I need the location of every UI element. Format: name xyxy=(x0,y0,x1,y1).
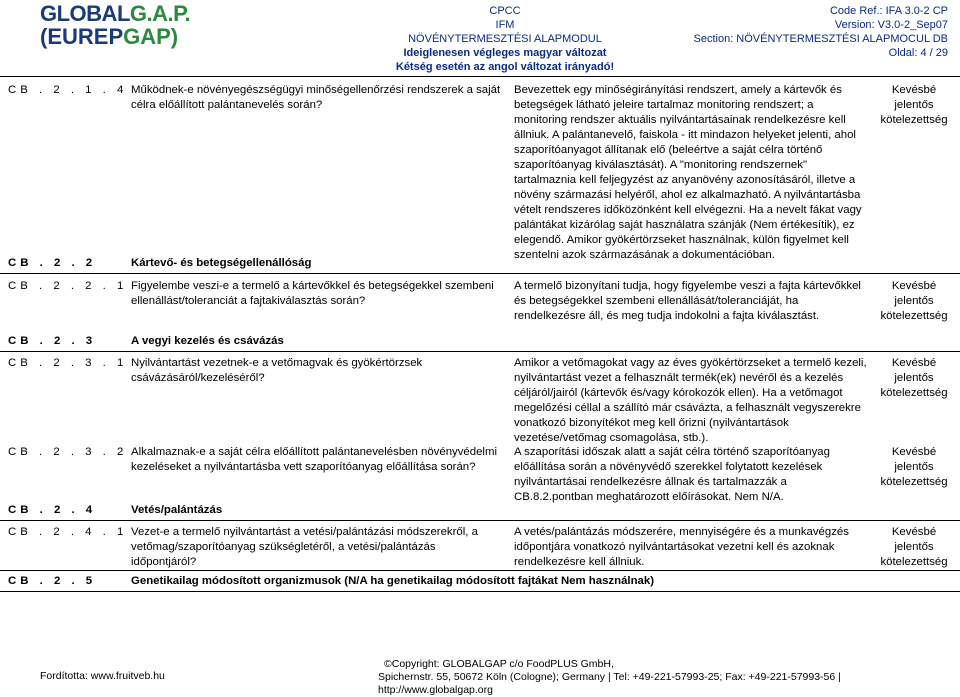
header-language-note: Kétség esetén az angol változat irányadó! xyxy=(395,61,615,73)
row-answer: A vetés/palántázás módszerére, mennyiségére és a munkavégzés időpontjára vonatkozó nyilvántartásokat vezetni kell és azoknak rendelkezésre kell állniuk. xyxy=(514,526,849,568)
logo-text-global: GLOBAL xyxy=(40,1,130,26)
globalgap-logo xyxy=(40,2,200,48)
logo-text-eurepgap: GAP) xyxy=(123,24,179,49)
section-title: Vetés/palántázás xyxy=(131,504,223,516)
header-ifm: IFM xyxy=(495,19,515,31)
row-divider xyxy=(0,570,960,571)
row-code: CB . 2 . 1 . 4 xyxy=(8,84,128,96)
row-code: CB . 2 . 4 . 1 xyxy=(8,526,128,538)
header-cpcc: CPCC xyxy=(489,5,521,17)
row-answer: Bevezettek egy minőségirányítási rendszert, amely a kártevők és betegségek látható jeleire tartalmaz monitoring rendszert; a monitoring rendszer aktuális nyilvántartásainak rendelkezésre kell állniuk. A palántanevelő, faiskola - itt mindazon helyeket jelenti, ahol szaporítóanyagot állítanak elő (beleértve a saját célra történő szaporítóanyag kiválasztását). A "monitoring rendszernek" tartalmaznia kell feljegyzést az anyanövény azonosításáról, illetve a növény származási helyéről, ahol ez alkalmazható. A nyilvántartásba vételt rendszeres időközönként kell elvégezni. Ha a nevelt fákat vagy palántákat kizárólag saját használatra szánják (Nem értékesítik), ez elegendő. Amikor gyökértörzseket használnak, külön figyelmet kell szentelni azok származásának a dokumentációban. xyxy=(514,84,862,261)
row-question: Figyelembe veszi-e a termelő a kártevőkkel és betegségekkel szembeni ellenállást/toleranciát a fajtakiválasztás során? xyxy=(131,280,494,307)
section-code: CB . 2 . 4 xyxy=(8,504,97,516)
row-divider xyxy=(0,273,960,274)
header-center xyxy=(355,4,655,74)
footer-translator: Fordította: www.fruitveb.hu xyxy=(40,670,165,682)
footer-address: Spichernstr. 55, 50672 Köln (Cologne); Germany | Tel: +49-221-57993-25; Fax: +49-221-57993-56 | http://www.globalgap.org xyxy=(378,671,841,696)
row-code: CB . 2 . 2 . 1 xyxy=(8,280,128,292)
section-title: Kártevő- és betegségellenállóság xyxy=(131,257,312,269)
row-answer: A szaporítási időszak alatt a saját célra történő szaporítóanyag előállítása során a növényvédő szerekkel folytatott kezelések nyilvántartásai rendelkezésre állnak és tartalmazzák a CB.8.2.pontban meghatározott előírásokat. Nem N/A. xyxy=(514,446,830,503)
row-answer: Amikor a vetőmagokat vagy az éves gyökértörzseket a termelő kezeli, nyilvántartást vezet a felhasznált termék(ek) nevéről és a kezelés céljáról/jairól (kártevők és/vagy kórokozók ellen). Ha a vetőmagot megelőzési céllal a szállító már csávázta, a felhasznált vegyszerekre vonatkozó bizonyítékot meg kell őrizni (nyilvántartások vezetése/vetőmag csomagolása, stb.). xyxy=(514,357,867,444)
section-code: CB . 2 . 3 xyxy=(8,335,97,347)
row-question: Alkalmaznak-e a saját célra előállított palántanevelésben növényvédelmi kezeléseket a nyilvántartásba vett szaporítóanyag előállítása során? xyxy=(131,446,497,473)
section-code: CB . 2 . 2 xyxy=(8,257,97,269)
row-level: Kevésbé jelentős kötelezettség xyxy=(880,526,948,568)
header-page-number: Oldal: 4 / 29 xyxy=(888,47,948,59)
row-question: Működnek-e növényegészségügyi minőségellenőrzési rendszerek a saját célra előállított palántanevelés során? xyxy=(131,84,501,111)
row-level: Kevésbé jelentős kötelezettség xyxy=(880,84,948,126)
row-question: Vezet-e a termelő nyilvántartást a vetési/palántázási módszerekről, a vetőmag/szaporítóanyag szükségletéről, a vetési/palántázás időpontjáról? xyxy=(131,526,478,568)
row-answer: A termelő bizonyítani tudja, hogy figyelembe veszi a fajta kártevőkkel és betegségekkel szembeni ellenállását/toleranciáját, ha rendelkezésre áll, és meg tudja indokolni a fajta kiválasztást. xyxy=(514,280,861,322)
section-title: Genetikailag módosított organizmusok (N/A ha genetikailag módosított fajtákat Nem használnak) xyxy=(131,575,655,587)
row-divider xyxy=(0,591,960,592)
row-level: Kevésbé jelentős kötelezettség xyxy=(880,280,948,322)
section-title: A vegyi kezelés és csávázás xyxy=(131,335,284,347)
row-question: Nyilvántartást vezetnek-e a vetőmagvak és gyökértörzsek csávázásáról/kezeléséről? xyxy=(131,357,423,384)
header-right xyxy=(688,4,948,60)
logo-text-gap: G.A.P. xyxy=(129,1,191,26)
row-code: CB . 2 . 3 . 2 xyxy=(8,446,128,458)
footer-copyright: ©Copyright: GLOBALGAP c/o FoodPLUS GmbH, xyxy=(384,658,614,670)
header-code-ref: Code Ref.: IFA 3.0-2 CP xyxy=(829,5,948,17)
row-level: Kevésbé jelentős kötelezettség xyxy=(880,357,948,399)
section-code: CB . 2 . 5 xyxy=(8,575,97,587)
header-version-note: Ideiglenesen végleges magyar változat xyxy=(403,47,607,59)
logo-text-eurep: (EUREP xyxy=(40,24,124,49)
row-divider xyxy=(0,520,960,521)
footer-copyright-block xyxy=(378,658,938,697)
header-divider xyxy=(0,76,960,77)
row-code: CB . 2 . 3 . 1 xyxy=(8,357,128,369)
header-module: NÖVÉNYTERMESZTÉSI ALAPMODUL xyxy=(408,33,602,45)
header-version: Version: V3.0-2_Sep07 xyxy=(834,19,948,31)
row-divider xyxy=(0,351,960,352)
row-level: Kevésbé jelentős kötelezettség xyxy=(880,446,948,488)
header-section: Section: NÖVÉNYTERMESZTÉSI ALAPMOCUL DB xyxy=(693,33,948,45)
